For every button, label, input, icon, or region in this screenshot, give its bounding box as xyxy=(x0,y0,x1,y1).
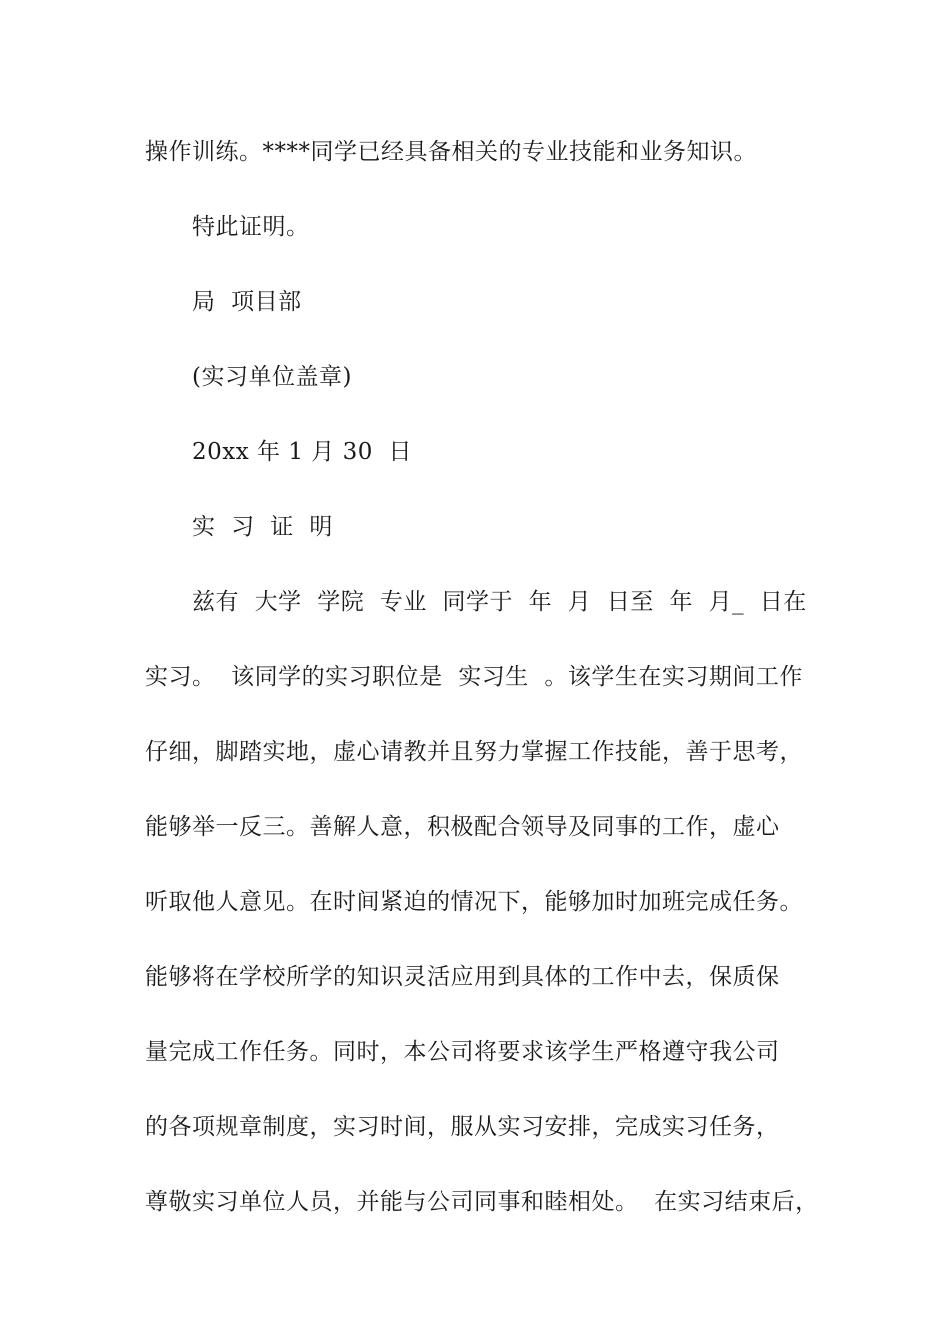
issuer-department: 局 项目部 xyxy=(192,289,302,315)
paragraph-line: 听取他人意见。在时间紧迫的情况下，能够加时加班完成任务。 xyxy=(145,889,803,915)
paragraph-line: 的各项规章制度，实习时间，服从实习安排，完成实习任务， xyxy=(145,1114,780,1140)
paragraph-line: 仔细，脚踏实地，虚心请教并且努力掌握工作技能，善于思考， xyxy=(145,739,803,765)
paragraph-line: 尊敬实习单位人员，并能与公司同事和睦相处。 在实习结束后， xyxy=(145,1189,819,1215)
paragraph-line: 兹有 大学 学院 专业 同学于 年 月 日至 年 月_ 日在 xyxy=(192,589,807,615)
certificate-title: 实 习 证 明 xyxy=(192,514,333,540)
paragraph-line: 量完成工作任务。同时，本公司将要求该学生严格遵守我公司 xyxy=(145,1039,780,1065)
paragraph-line: 能够将在学校所学的知识灵活应用到具体的工作中去，保质保 xyxy=(145,964,780,990)
paragraph-line: 操作训练。****同学已经具备相关的专业技能和业务知识。 xyxy=(145,139,757,165)
paragraph-line: 实习。 该同学的实习职位是 实习生 。该学生在实习期间工作 xyxy=(145,664,803,690)
issue-date: 20xx 年 1 月 30 日 xyxy=(192,439,412,465)
closing-statement: 特此证明。 xyxy=(192,214,310,240)
paragraph-line: 能够举一反三。善解人意，积极配合领导及同事的工作，虚心 xyxy=(145,814,780,840)
seal-note: (实习单位盖章) xyxy=(192,364,352,390)
